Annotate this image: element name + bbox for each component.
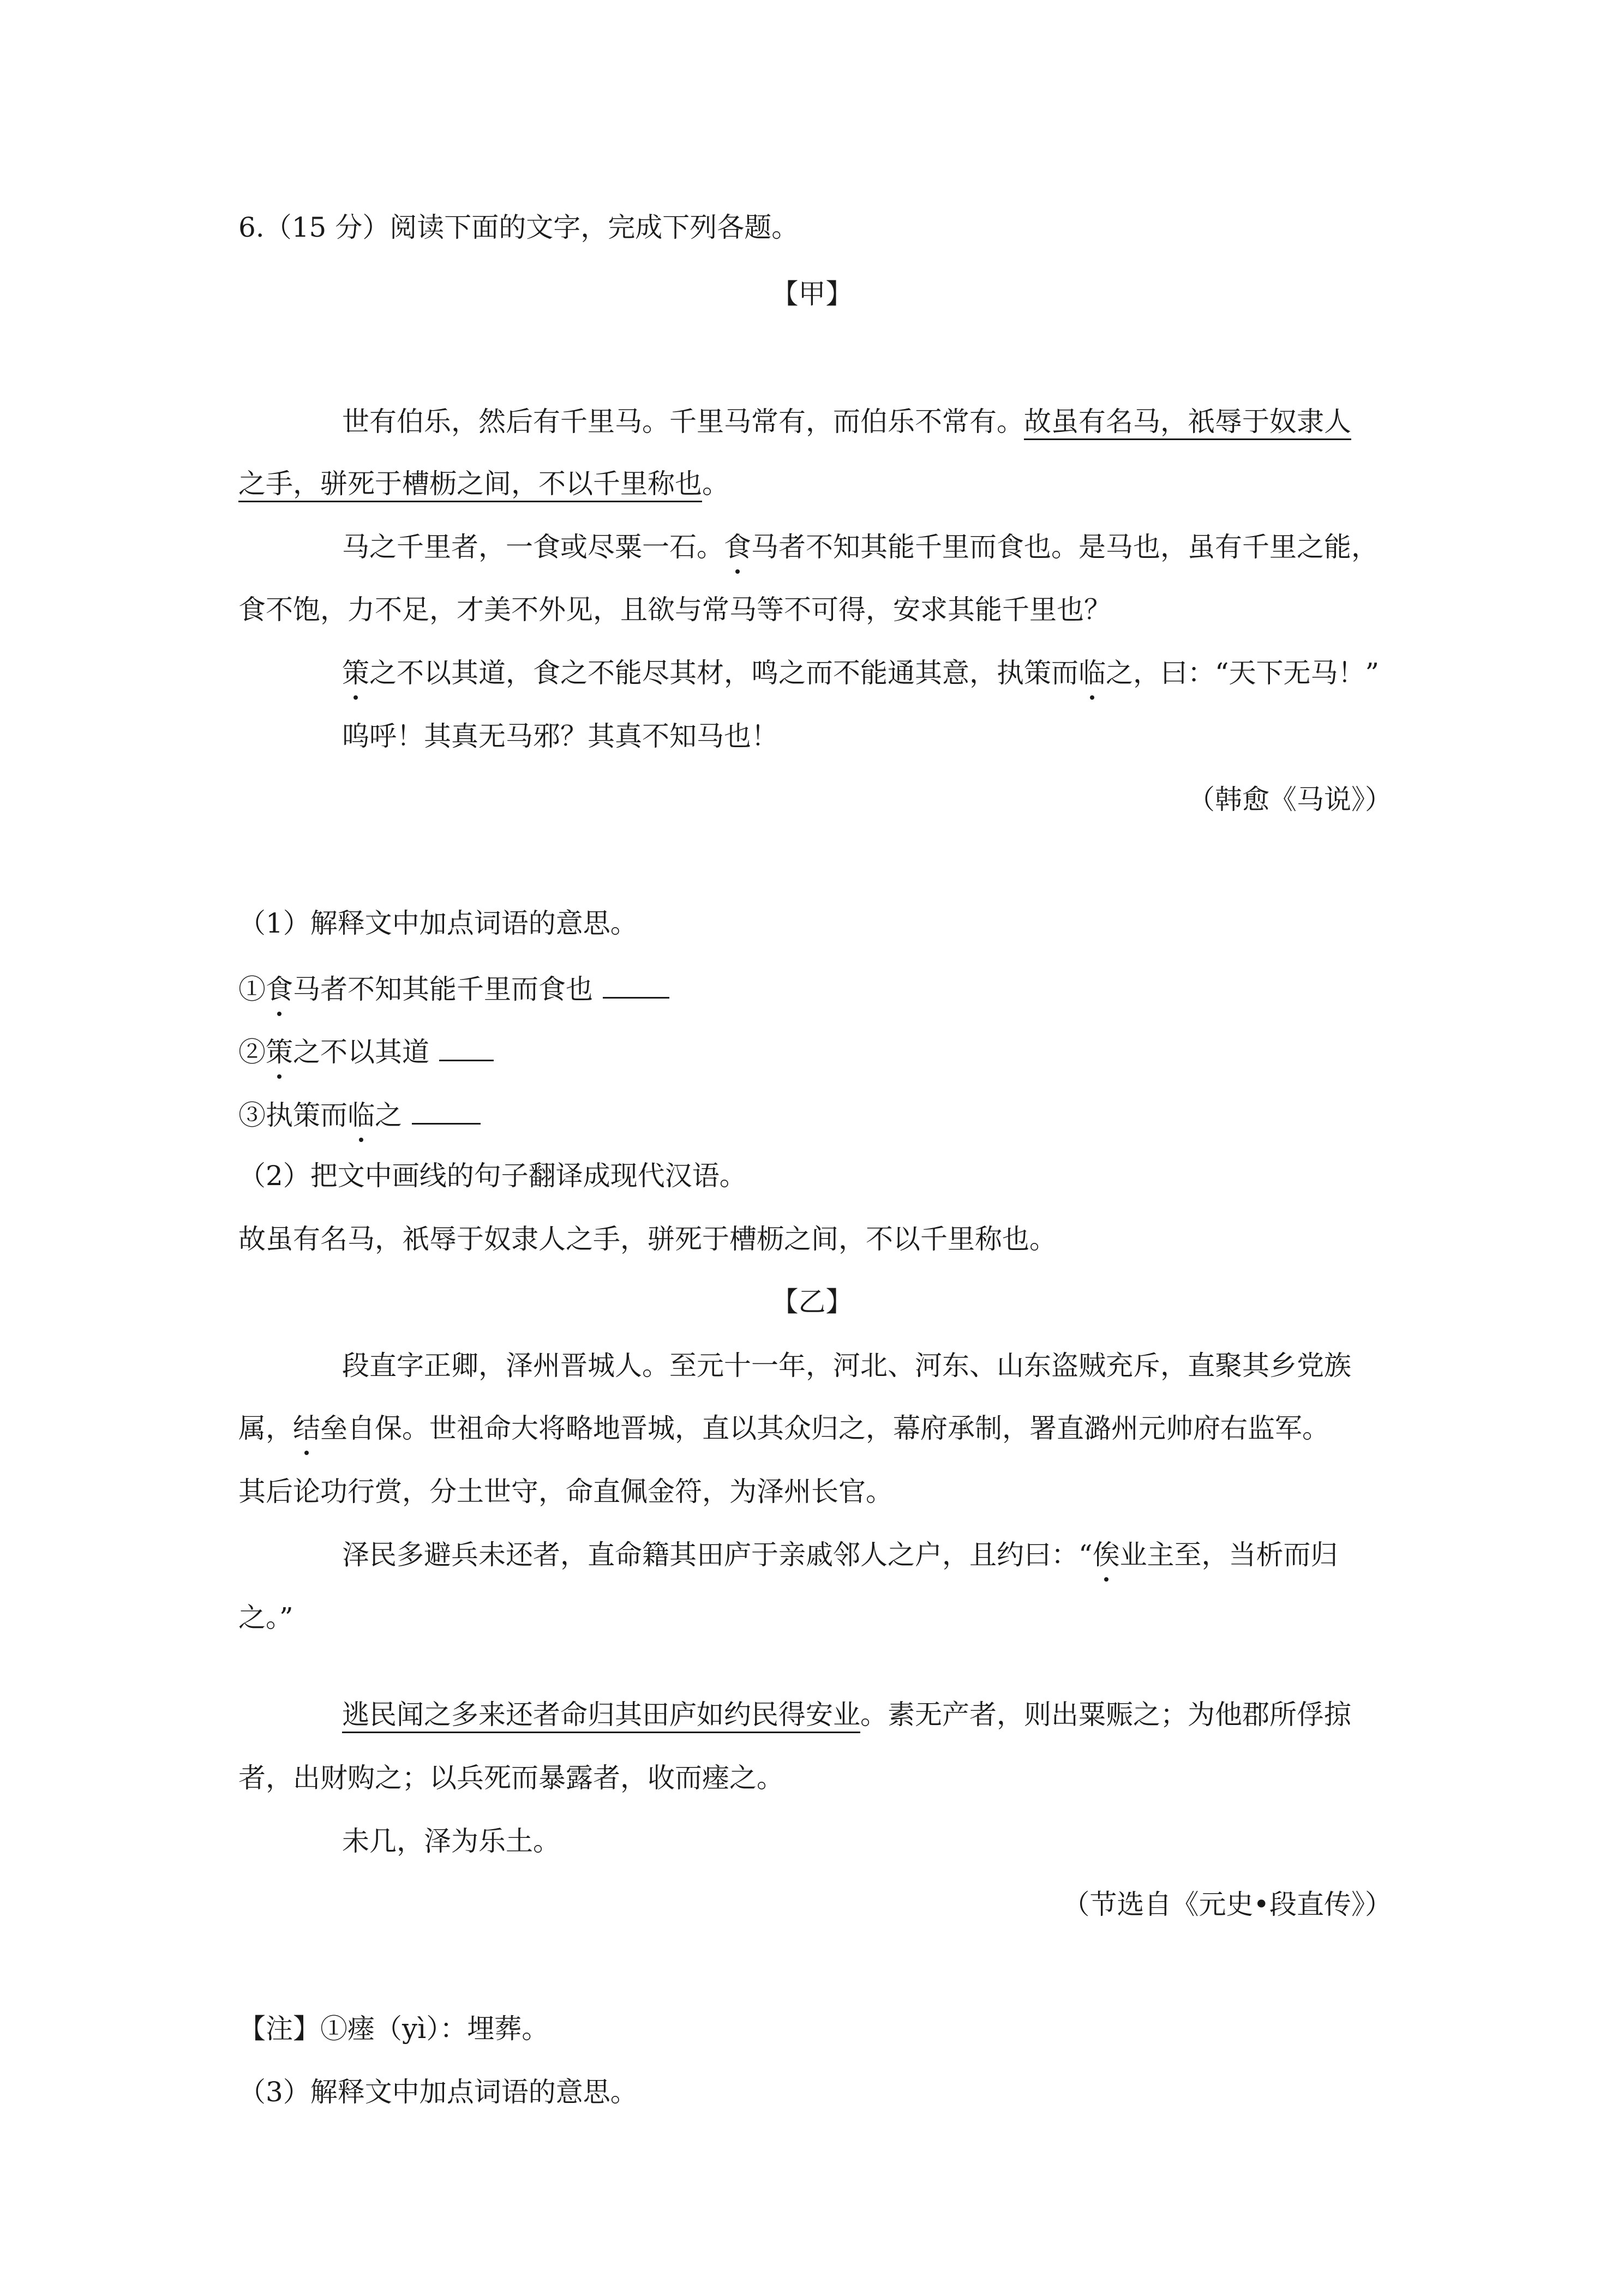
section-b-p1-line3: 其后论功行赏，分土世守，命直佩金符，为泽州长官。 <box>238 1476 893 1507</box>
text-run: 业主至，当析而归 <box>1119 1539 1338 1571</box>
text-run: 马之千里者，一食或尽粟一石。 <box>342 531 724 563</box>
section-a-title: 【甲】 <box>771 278 853 310</box>
text-run: 世有伯乐，然后有千里马。千里马常有，而伯乐不常有。 <box>342 406 1024 437</box>
dotted-word: 俟 <box>1092 1539 1120 1571</box>
item-number: ② <box>238 1036 266 1068</box>
text-run: 属， <box>238 1413 293 1444</box>
item-number: ③ <box>238 1099 266 1131</box>
section-a-p4: 呜呼！其真无马邪？其真不知马也！ <box>342 720 778 752</box>
section-b-p2-line1 <box>342 1539 1338 1571</box>
dotted-word: 临 <box>1078 657 1106 689</box>
dotted-word: 食 <box>724 531 751 563</box>
section-b-p3-line1 <box>342 1701 1351 1728</box>
q1-item-1 <box>238 973 669 1003</box>
item-text: 执策而 <box>266 1099 347 1131</box>
question-header: 6.（15 分）阅读下面的文字，完成下列各题。 <box>238 212 799 243</box>
underlined-sentence: 逃民闻之多来还者命归其田庐如约民得安业 <box>342 1699 860 1730</box>
q3-prompt: （3）解释文中加点词语的意思。 <box>238 2076 638 2108</box>
underlined-sentence: 之手，骈死于槽枥之间，不以千里称也 <box>238 468 702 500</box>
section-a-p1-line2 <box>238 468 729 500</box>
section-a-source: （韩愈《马说》） <box>1188 784 1392 815</box>
item-text: 之不以其道 <box>293 1036 429 1068</box>
answer-blank[interactable] <box>439 1036 494 1061</box>
text-run: 之，曰：“天下无马！” <box>1106 657 1380 689</box>
section-a-p2-line2: 食不饱，力不足，才美不外见，且欲与常马等不可得，安求其能千里也？ <box>238 594 1111 626</box>
section-a-p2-line1 <box>342 533 1379 561</box>
section-b-p3-line2: 者，出财购之；以兵死而暴露者，收而瘗之。 <box>238 1762 784 1794</box>
text-run: 之不以其道，食之不能尽其材，鸣之而不能通其意，执策而 <box>369 657 1078 689</box>
text-run: 泽民多避兵未还者，直命籍其田庐于亲戚邻人之户，且约曰：“ <box>342 1539 1093 1571</box>
dotted-word: 食 <box>266 973 293 1005</box>
answer-blank[interactable] <box>603 973 669 999</box>
dotted-word: 临 <box>347 1099 375 1131</box>
section-b-source: （节选自《元史•段直传》） <box>1062 1889 1392 1920</box>
section-b-p4: 未几，泽为乐土。 <box>342 1825 560 1857</box>
q2-prompt: （2）把文中画线的句子翻译成现代汉语。 <box>238 1160 747 1192</box>
text-run: 。 <box>702 468 729 500</box>
section-a-p3 <box>342 659 1379 687</box>
dotted-word: 策 <box>266 1036 293 1068</box>
answer-blank[interactable] <box>412 1099 481 1125</box>
text-run: 。素无产者，则出粟赈之；为他郡所俘掠 <box>860 1699 1351 1730</box>
text-run: 马者不知其能千里而食也。是马也，虽有千里之能， <box>751 531 1379 563</box>
section-b-title: 【乙】 <box>771 1286 853 1318</box>
underlined-sentence: 故虽有名马，祇辱于奴隶人 <box>1024 406 1351 437</box>
item-number: ① <box>238 973 266 1005</box>
q2-sentence: 故虽有名马，祇辱于奴隶人之手，骈死于槽枥之间，不以千里称也。 <box>238 1223 1057 1255</box>
section-b-p1-line1: 段直字正卿，泽州晋城人。至元十一年，河北、河东、山东盗贼充斥，直聚其乡党族 <box>342 1350 1351 1381</box>
section-b-p1-line2 <box>238 1415 1329 1442</box>
item-text: 之 <box>375 1099 402 1131</box>
dotted-word: 结 <box>293 1413 320 1444</box>
q1-item-3 <box>238 1099 481 1129</box>
item-text: 马者不知其能千里而食也 <box>293 973 593 1005</box>
section-a-p1-line1 <box>342 408 1351 435</box>
q1-item-2 <box>238 1036 494 1066</box>
text-run: 垒自保。世祖命大将略地晋城，直以其众归之，幕府承制，署直潞州元帅府右监军。 <box>320 1413 1329 1444</box>
q1-prompt: （1）解释文中加点词语的意思。 <box>238 907 638 939</box>
section-b-p2-line2: 之。” <box>238 1602 293 1633</box>
footnote: 【注】①瘗（yì）：埋葬。 <box>238 2013 549 2045</box>
dotted-word: 策 <box>342 657 369 689</box>
